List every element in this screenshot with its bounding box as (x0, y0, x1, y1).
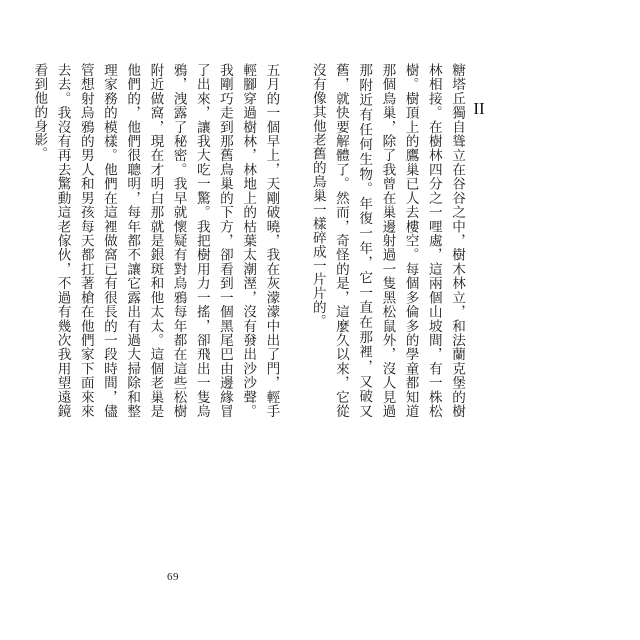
section-numeral: II (473, 99, 485, 118)
paragraph-1: 糖塔丘獨自聳立在谷谷之中，樹木林立，和法蘭克堡的樹林相接。在樹林四分之一哩處，這兩個山坡間，有一株松樹。樹頂上的鷹巢已人去樓空。每個多倫多的學童都知道那個鳥巢，除了我曾在巢邊射過一隻黑松鼠外，沒人見過那附近有任何生物。年復一年，它一直在那裡，又破又舊，就快要解體了。然而，奇怪的是，這麼久以來，它從沒有像其他老舊的鳥巢一樣碎成一片片的。 (309, 63, 465, 418)
paragraph-spacer (282, 63, 305, 64)
vertical-text-body (27, 63, 468, 418)
paragraph-2: 五月的一個早上，天剛破曉，我在灰濛濛中出了門，輕手輕腳穿過樹林，林地上的枯葉太潮溼，沒有發出沙沙聲。我剛巧走到那舊鳥巢的下方，卻看到一個黑尾巴由邊緣冒了出來，讓我大吃一驚。我把樹用力一搖，卻飛出一隻烏鴉，洩露了秘密。我早就懷疑有對烏鴉每年都在這些松樹附近做窩，現在才明白那就是銀斑和他太太。這個老巢是他們的，他們很聰明，每年都不讓它露出有過大掃除和整理家務的模樣。他們在這裡做窩已有很長的一段時間，儘管想射烏鴉的男人和男孩每天都扛著槍在他們家下面來來去去。我沒有再去驚動這老傢伙，不過有幾次我用望遠鏡看到他的身影。 (31, 63, 280, 418)
page-number: 69 (167, 571, 179, 583)
